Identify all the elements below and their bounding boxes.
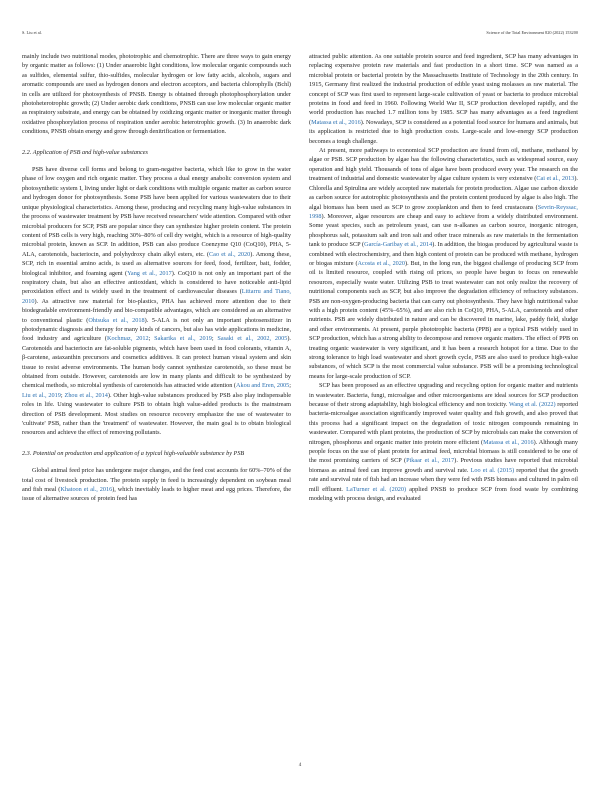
citation-khatoon[interactable]: Khatoon et al., 2016 [60,486,113,494]
citation-akou[interactable]: Akou and Eren, 2005 [236,382,290,390]
citation-sasaki[interactable]: Sasaki et al., 2002, 2005 [217,335,288,343]
citation-yang[interactable]: Yang et al., 2017 [127,269,172,277]
right-column [309,52,578,504]
paragraph-scp-pathways: At present, more pathways to economical SCP production are found from oil, methane, methanol by algae or PSB. SCP production by algae has the following characteristics, such as widespread source, easy operation and high yield. Thousands of tons of algae have been produced every year. The research on the treatment of industrial and domestic wastewater by algae culture system is very extensive (Cai et al., 2013). Chlorella and Spirulina are widely accepted raw materials for protein production. Algae use carbon dioxide as carbon source for autotrophic photosynthesis and the protein content produced by algae is also high. The algal biomass has been used as SCP to grow zooplankton and then to feed crustaceans (Sevrin-Reyssac, 1998). Moreover, algae resources are cheap and easy to achieve from a widely distributed environment. Some yeast species, such as petroleum yeast, can use n-alkanes as carbon source, inorganic nitrogen, phosphorus salt, potassium salt and iron salt and other trace minerals as raw materials in the fermentation tank to produce SCP (García-Garibay et al., 2014). In addition, the biogas produced by agricultural waste is combined with electrochemistry, and then high content of protein can be produced with methane, hydrogen or biogas mixture (Acosta et al., 2020). But, in the long run, the biggest challenge of producing SCP from oil is limited resource, coupled with rising oil prices, so people have begun to focus on renewable resources, especially waste water. Utilizing PSB to treat wastewater can not only realize the recovery of nutritional components such as SCP, but also improve the degradation efficiency of refractory substances. PSB are non-oxygen-producing bacteria that can carry out photosynthesis. They have high nutritional value with a high protein content (45%–65%), and are also rich in CoQ10, PHA, 5-ALA, carotenoids and other nutrients. PSB are widely distributed in nature and can be discovered in marine, lake, paddy field, sludge and other environments. At present, purple phototrophic bacteria (PPB) are a typical PSB widely used in SCP production, which has a strong ability to decompose and remove organic matters. The effect of PPB on treating organic wastewater is very significant, and it has been a research hotspot for a time. Due to the strong tolerance to high load wastewater and short growth cycle, PSB are also used to produce high-value substances, of which SCP is the most commercial value substance. PSB will be a promising technological means for large-scale production of SCP. [309,147,579,380]
paragraph-scp-history: attracted public attention. As one suitable protein source and feed ingredient, SCP has many advantages in replacing expensive protein raw materials and fast production in a short time. SCP was named as a microbial protein or bacterial protein by the Massachusetts Institute of Technology in the 20th century. In 1915, Germany first realized the industrial production of edible yeast using molasses as raw material. The concept of SCP was first used to represent large-scale cultivation of yeast or bacteria to produce microbial proteins in food and feed in 1960. Following World War II, SCP production developed rapidly, and the world production has reached 1.7 million tons by 1985. SCP has many advantages as a feed ingredient (Matassa et al., 2016). Nowadays, SCP is considered as a potential food source for humans and animals, but its application is restricted due to high production costs. Large-scale and low-energy SCP production becomes a tough challenge. [309,53,578,145]
citation-acosta[interactable]: Acosta et al., 2020 [357,259,406,267]
citation-loo[interactable]: Loo et al. (2015) [470,466,515,474]
paragraph-psb-applications: PSB have diverse cell forms and belong to gram-negative bacteria, which like to grow in the water phase of low oxygen and rich organic matter. They process a dual energy anabolic conversion system and photosynthetic system I, living under light or dark conditions with multiple organic matter as carbon source and hydrogen donor for photosynthesis. Some PSB have been applied for various wastewaters due to their unique physiological characteristics. Among these, producing and recycling many high-value substances in the process of wastewater treatment by PSB have received researchers' wide attention. Compared with other microbial producers for SCP, PSB are popular since they can synthesize higher protein content. The protein content of PSB cells is very high, reaching 30%–80% of cell dry weight, which is a resource of high-quality microbial protein, known as SCP. In addition, PSB can also produce Coenzyme Q10 (CoQ10), PHA, 5-ALA, carotenoids, bacteriocin, and polyhydroxy chain alkyl esters, etc. (Cao et al., 2020). Among these, SCP, rich in essential amino acids, is used as alternative sources for feed, food, fertilizer, bait, fodder, biological inhibitor, and foaming agent (Yang et al., 2017). CoQ10 is not only an important part of the respiratory chain, but also an effective antioxidant, which is considered to have noticeable anti-lipid peroxidation effect and is widely used in the treatment of cardiovascular diseases (Littarru and Tiano, 2010). As attractive raw material for bio-plastics, PHA has achieved more attention due to their biodegradable environment-friendly and bio-compatible advantages, which are considered as an alternative to conventional plastic (Ohtsuka et al., 2018). 5-ALA is not only an important photosensitizer in photodynamic diagnosis and therapy for many kinds of cancers, but also has wide applications in medicine, food industry and agriculture (Kochmaz, 2012; Sakarika et al., 2019; Sasaki et al., 2002, 2005). Carotenoids and bacteriocin are fat-soluble pigments, which have been used in food colorants, vitamin A, β-carotene, astaxanthin precursors and cosmetics additives. It can protect human visual system and skin tissue to resist adverse environments. The human body cannot synthesize carotenoids, so these must be obtained from outside. However, carotenoids are low in many plants and difficult to be synthesized by chemical methods, so microbial synthesis of carotenoids has attracted wide attention (Akou and Eren, 2005; Liu et al., 2019; Zhou et al., 2014). Other high-value substances produced by PSB also play indispensable roles in life. Using wastewater to culture PSB to obtain high value-added products is the mainstream direction of PSB development. Most studies on resource recovery emphasize the use of wastewater to 'cultivate' PSB, rather than the 'treatment' of wastewater. However, the main goal is to obtain biological resources and achieve the effect of removing pollutants. [22,166,292,437]
citation-wang[interactable]: Wang et al. (2022) [509,401,556,409]
citation-matassa[interactable]: Matassa et al., 2016 [311,118,361,126]
section-heading-2-3: 2.3. Potential on production and application of a typical high-valuable substance by PSB [22,449,245,457]
citation-liu[interactable]: Liu et al., 2019 [22,391,61,399]
header-journal: Science of the Total Environment 820 (2022) 153200 [486,30,578,35]
running-header [22,30,578,36]
citation-sakarika[interactable]: Sakarika et al., 2019 [154,335,212,343]
citation-cao[interactable]: Cao et al., 2020 [209,250,251,258]
paragraph-scp-recycling: SCP has been proposed as an effective upgrading and recycling option for organic matter and nutrients in wastewater. Bacteria, fungi, microalgae and other microorganisms are ideal sources for SCP production because of their strong adaptability, high biological efficiency and non toxicity. Wang et al. (2022) reported bacteria-microalgae association significantly improved water quality and fish growth, and also proved that this process had a significant impact on the degradation of toxic nitrogen compounds remaining in wastewater. Compared with plant proteins, the production of SCP by microbials can make the conversion of nitrogen, phosphorus and organic matter into protein more efficient (Matassa et al., 2016). Although many people focus on the use of plant protein for animal feed, microbial biomass is still considered to be one of the most promising carriers of SCP (Pikaar et al., 2017). Previous studies have reported that microbial biomass as animal feed can improve growth and survival rate. Loo et al. (2015) reported that the growth rate and survival rate of fish had an increase when they were fed with PSB biomass and cultured in palm oil mill effluent. LaTurner et al. (2020) applied PNSB to produce SCP from food waste by combining modeling with process design, and evaluated [309,382,579,503]
paragraph-nutritional-modes: mainly include two nutritional modes, phototrophic and chemotrophic. There are three ways to gain energy by organic matter as follows: (1) Under anaerobic light conditions, low molecular organic compounds such as sulfides, elemental sulfur, thio-sulfides, molecular hydrogen or low fatty acids, alcohols, sugars and aromatic compounds are used as hydrogen donors and electron acceptors, and bacteria chlorophylls (Bchl) in cells are utilized for photosynthesis of PNSB. Energy is obtained through photophosphorylation under photoheterotrophic growth; (2) Under aerobic dark conditions, PNSB can use low molecular organic matter as respiratory substrate, and energy can be obtained by oxidizing organic matter or inorganic matter through oxidative phosphorylation process of respiration under aerobic heterotrophic growth. (3) In anaerobic dark conditions, PNSB obtain energy and grow through denitrification or fermentation. [22,53,291,136]
paragraph-animal-feed: Global animal feed price has undergone major changes, and the feed cost accounts for 60%–70% of the total cost of livestock production. The protein supply in feed is increasingly dependent on soybean meal and fish meal (Khatoon et al., 2016), which inevitably leads to higher meat and egg prices. Therefore, the issue of alternative sources of protein feed has [22,467,291,503]
citation-laturner[interactable]: LaTurner et al. (2020) [346,485,407,493]
citation-kochmaz[interactable]: Kochmaz, 2012 [106,335,149,343]
citation-pikaar[interactable]: Pikaar et al., 2017 [406,457,455,465]
citation-cai[interactable]: Cai et al., 2013 [536,175,575,183]
citation-littarru[interactable]: Littarru and Tiano, 2010 [22,288,291,305]
citation-ohtsuka[interactable]: Ohtsuka et al., 2018 [88,316,145,324]
section-heading-2-2: 2.2. Application of PSB and high-value substances [22,148,148,156]
citation-garcia[interactable]: García-Garibay et al., 2014 [364,241,433,249]
citation-zhou[interactable]: Zhou et al., 2014 [64,391,108,399]
header-author: S. Liu et al. [22,30,42,35]
left-column [22,52,291,504]
citation-matassa-2[interactable]: Matassa et al., 2016 [483,438,534,446]
citation-sevrin[interactable]: Sevrin-Reyssac, 1998 [309,203,578,220]
page-number: 4 [298,763,302,768]
